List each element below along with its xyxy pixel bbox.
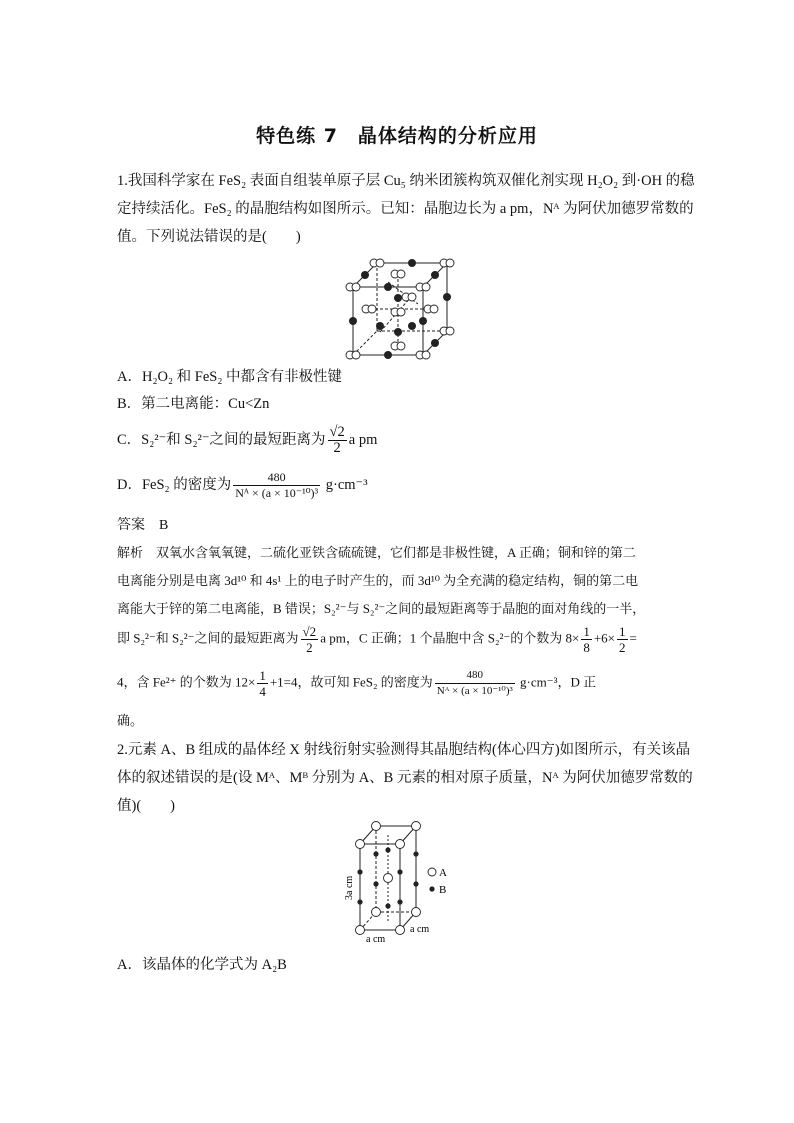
height-dimension-label: 3a cm <box>344 875 355 900</box>
q1-explanation-line6: 确。 <box>117 713 144 728</box>
explanation-text: +6× <box>593 630 616 646</box>
explanation-text: +1=4，故可知 FeS₂ 的密度为 <box>269 674 433 690</box>
q2-line2: 体的叙述错误的是(设 Mᴬ、Mᴮ 分别为 A、B 元素的相对原子质量，Nᴬ 为阿伏加德罗常数的 <box>117 770 693 786</box>
q1-option-d-text: D．FeS₂ 的密度为 <box>117 476 232 493</box>
fraction-denominator: Nᴬ × (a × 10⁻¹⁰)³ <box>235 486 319 500</box>
q1-line2: 定持续活化。FeS₂ 的晶胞结构如图所示。已知：晶胞边长为 a pm，Nᴬ 为阿伏加德罗常数的 <box>117 201 694 217</box>
fraction-numerator: 1 <box>259 668 266 683</box>
q1-line1: 1.我国科学家在 FeS₂ 表面自组装单原子层 Cu₅ 纳米团簇构筑双催化剂实现 H₂O₂ 到·OH 的稳 <box>117 173 695 189</box>
fraction-numerator: 480 <box>233 470 320 486</box>
q2-stem <box>117 736 693 820</box>
q1-explanation-line2: 电离能分别是电离 3d¹⁰ 和 4s¹ 上的电子时产生的，而 3d¹⁰ 为全充满的稳定结构，铜的第二电 <box>117 573 639 588</box>
q1-option-c-text: C．S₂²⁻和 S₂²⁻之间的最短距离为 <box>117 431 326 448</box>
depth-dimension-label: a cm <box>410 924 430 935</box>
q1-stem <box>117 167 695 251</box>
q2-option-a: A．该晶体的化学式为 A₂B <box>117 957 287 973</box>
q1-option-d-unit: g·cm⁻³ <box>325 476 368 493</box>
q1-option-a: A．H₂O₂ 和 FeS₂ 中都含有非极性键 <box>117 369 343 385</box>
explanation-text: 4，含 Fe²⁺ 的个数为 12× <box>117 674 256 690</box>
fraction-numerator: √2 <box>302 624 317 639</box>
explanation-fraction <box>617 624 628 655</box>
page-title: 特色练 7 晶体结构的分析应用 <box>256 125 538 147</box>
fraction-denominator: 2 <box>306 640 313 655</box>
tetragonal-unit-cell-figure <box>340 820 460 945</box>
q1-option-d-fraction <box>233 470 320 501</box>
fraction-numerator: 480 <box>435 668 515 684</box>
fes2-unit-cell-figure <box>340 254 460 364</box>
fraction-numerator: 1 <box>619 624 626 639</box>
explanation-fraction <box>435 668 515 699</box>
q1-explanation-line4 <box>117 624 637 655</box>
q1-option-d <box>117 470 368 501</box>
q1-explanation-line3: 离能大于锌的第二电离能，B 错误；S₂²⁻与 S₂²⁻之间的最短距离等于晶胞的面对角线的一半， <box>117 601 646 616</box>
explanation-fraction <box>301 624 319 655</box>
fraction-denominator: 4 <box>259 684 266 699</box>
fraction-numerator: 1 <box>583 624 590 639</box>
q1-explanation-line5 <box>117 668 596 699</box>
q2-line3: 值)( ) <box>117 798 175 814</box>
q1-option-b: B．第二电离能：Cu<Zn <box>117 396 270 412</box>
explanation-text: a pm，C 正确；1 个晶胞中含 S₂²⁻的个数为 8× <box>320 630 580 646</box>
fraction-numerator: √2 <box>329 424 345 440</box>
explanation-text: 即 S₂²⁻和 S₂²⁻之间的最短距离为 <box>117 630 299 646</box>
explanation-fraction <box>581 624 592 655</box>
q1-answer: 答案 B <box>117 518 169 533</box>
fraction-denominator: 2 <box>619 640 626 655</box>
fraction-denominator: Nᴬ × (a × 10⁻¹⁰)³ <box>436 685 513 697</box>
q2-line1: 2.元素 A、B 组成的晶体经 X 射线衍射实验测得其晶胞结构(体心四方)如图所示，有关该晶 <box>117 742 691 758</box>
q1-option-c <box>117 425 377 456</box>
explanation-text: = <box>629 630 637 646</box>
legend-label-b: B <box>439 884 447 896</box>
q1-line3: 值。下列说法错误的是( ) <box>117 229 301 245</box>
q1-option-c-unit: a pm <box>348 431 378 448</box>
legend-label-a: A <box>439 867 447 879</box>
fraction-denominator: 2 <box>333 440 341 456</box>
explanation-text: g·cm⁻³，D 正 <box>520 674 597 690</box>
width-dimension-label: a cm <box>366 934 386 945</box>
q1-option-c-fraction <box>328 425 347 456</box>
fraction-denominator: 8 <box>583 640 590 655</box>
explanation-fraction <box>257 668 268 699</box>
q1-explanation-line1: 解析 双氧水含氧氧键，二硫化亚铁含硫硫键，它们都是非极性键，A 正确；铜和锌的第二 <box>117 545 636 560</box>
